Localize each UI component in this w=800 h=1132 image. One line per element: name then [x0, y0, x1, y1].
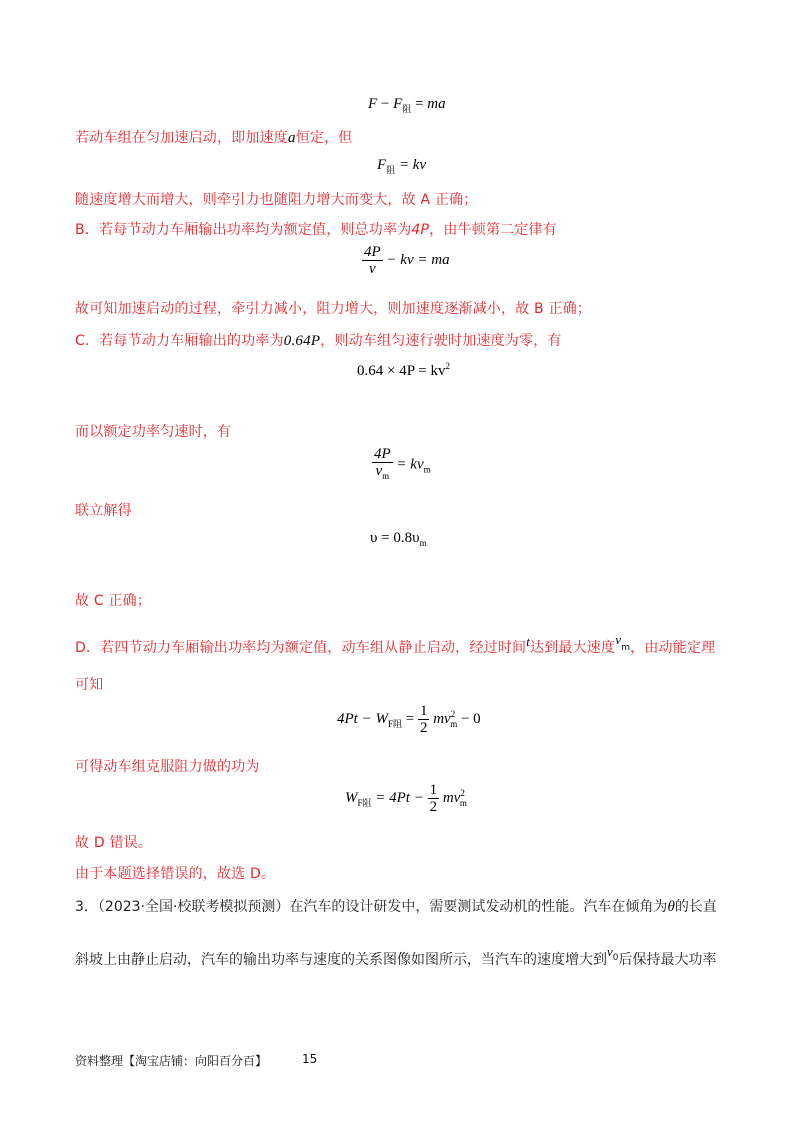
text-line-11: 可得动车组克服阻力做的功为 — [75, 759, 260, 775]
text-line-2: 随速度增大而增大，则牵引力也随阻力增大而变大，故 A 正确； — [75, 192, 478, 208]
text-line-13: 由于本题选择错误的，故选 D。 — [75, 866, 276, 882]
footer-label: 资料整理【淘宝店铺：向阳百分百】 — [75, 1054, 268, 1068]
text-line-7: 联立解得 — [75, 503, 132, 519]
equation-7: $4Pt - W_{F阻}$ = $\frac{1}{2}$ $mv^2_m - 0$ — [337, 703, 481, 736]
equation-2: $F_阻$ = kv — [377, 157, 427, 175]
equation-8: $W_{F阻} = 4Pt$ − $\frac{1}{2}$ $mv^2_m$ — [345, 782, 467, 815]
text-line-12: 故 D 错误。 — [75, 835, 153, 851]
text-line-10: 可知 — [75, 677, 104, 693]
equation-5: $\frac{4P}{v_m}$ = $kv_m$ — [374, 446, 431, 481]
equation-1: $F - F_阻$ = ma — [368, 96, 446, 114]
text-line-6: 而以额定功率匀速时，有 — [75, 424, 232, 440]
text-line-1: 若动车组在匀加速启动，即加速度a恒定，但 — [75, 130, 353, 146]
question-3-line-1: 3．（2023·全国·校联考模拟预测）在汽车的设计研发中，需要测试发动机的性能。汽车在倾角为θ的长直 — [75, 899, 717, 915]
equation-3: $\frac{4P}{v}$ − kv = ma — [364, 244, 450, 277]
text-line-3: B．若每节动力车厢输出功率均为额定值，则总功率为4P，由牛顿第二定律有 — [75, 222, 557, 238]
equation-4: $0.64 \times 4P = kv^2$ — [357, 361, 450, 379]
question-3-line-2: 斜坡上由静止启动，汽车的输出功率与速度的关系图像如图所示，当汽车的速度增大到$v^0$后保持最大功率 — [75, 944, 717, 968]
text-line-8: 故 C 正确； — [75, 593, 152, 609]
page-number: 15 — [302, 1052, 318, 1066]
equation-6: $\upsilon = 0.8\upsilon_m$ — [370, 530, 427, 548]
text-line-5: C．若每节动力车厢输出的功率为0.64P，则动车组匀速行驶时加速度为零，有 — [75, 333, 562, 349]
text-line-9: D．若四节动力车厢输出功率均为额定值，动车组从静止启动，经过时间t达到最大速度$v^m$，由动能定理 — [75, 632, 716, 656]
text-line-4: 故可知加速启动的过程，牵引力减小，阻力增大，则加速度逐渐减小，故 B 正确； — [75, 301, 592, 317]
